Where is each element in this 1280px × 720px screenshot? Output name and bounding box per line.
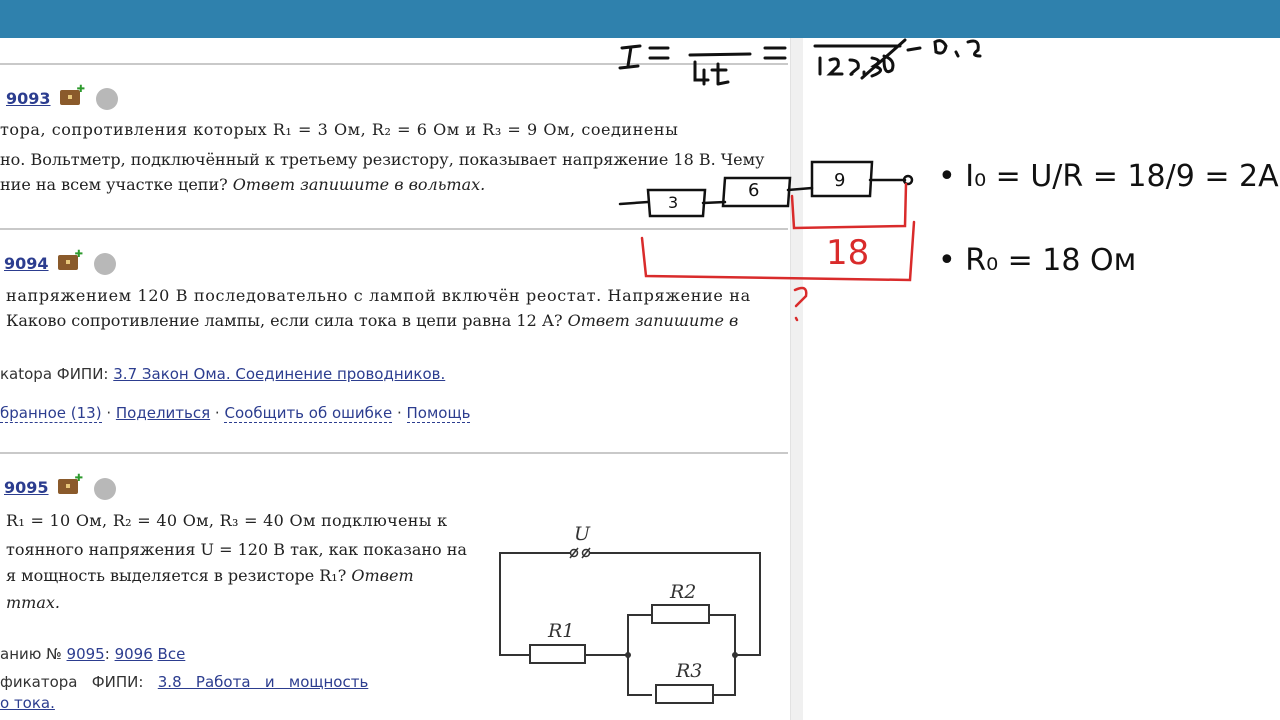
favorites-link[interactable]: бранное (13) [0, 404, 102, 422]
add-to-variant-icon[interactable]: ✚ [58, 255, 78, 270]
handwritten-current-formula: • I₀ = U/R = 18/9 = 2А [938, 159, 1279, 194]
problem-text-line: тоянного напряжения U = 120 В так, как показано на [6, 540, 467, 559]
handwritten-sum: 18 [826, 233, 870, 273]
problem-number-link[interactable]: 9094 [4, 254, 49, 273]
problem-number-link[interactable]: 9093 [6, 89, 51, 108]
problem-number-link[interactable]: 9095 [4, 478, 49, 497]
codifier-link[interactable]: о тока. [0, 694, 55, 712]
analog-prefix: анию № [0, 645, 62, 663]
codifier-link[interactable]: 3.7 Закон Ома. Соединение проводников. [113, 365, 446, 383]
analog-link[interactable]: 9095 [66, 645, 105, 663]
report-error-link[interactable]: Сообщить об ошибке [224, 404, 393, 422]
answer-hint: Ответ [351, 566, 414, 585]
separator-dot: · [214, 404, 220, 422]
problem-text-line: R₁ = 10 Ом, R₂ = 40 Ом, R₃ = 40 Ом подключены к [6, 511, 448, 530]
problem-text-line: тора, сопротивления которых R₁ = 3 Ом, R₂ = 6 Ом и R₃ = 9 Ом, соединены [0, 120, 679, 139]
handwritten-top-formula [620, 40, 980, 84]
handwritten-circuit [620, 162, 912, 216]
label-r1: R1 [548, 620, 575, 642]
share-link[interactable]: Поделиться [115, 404, 211, 422]
handwritten-resistance: • R₀ = 18 Ом [938, 243, 1137, 278]
codifier-link[interactable]: 3.8 Работа и мощность [157, 673, 369, 691]
handwritten-value: 9 [834, 170, 846, 191]
answer-hint: Ответ запишите в вольтах. [232, 175, 486, 194]
problem-text-line: но. Вольтметр, подключённый к третьему резистору, показывает напряжение 18 В. Чему [0, 150, 765, 169]
problem-text: ние на всем участке цепи? [0, 175, 233, 194]
codifier-prefix: фикатора ФИПИ: [0, 673, 144, 691]
add-to-variant-icon[interactable]: ✚ [60, 90, 80, 105]
label-u: U [574, 523, 591, 545]
help-link[interactable]: Помощь [406, 404, 471, 422]
separator-dot: · [106, 404, 112, 422]
problem-text: Каково сопротивление лампы, если сила тока в цепи равна 12 А? [6, 311, 568, 330]
analog-separator: : [104, 645, 110, 663]
answer-hint: ттах. [6, 593, 60, 612]
codifier-prefix: кatора ФИПИ: [0, 365, 109, 383]
analog-link[interactable]: 9096 [114, 645, 153, 663]
separator-dot: · [396, 404, 402, 422]
label-r2: R2 [670, 581, 697, 603]
add-to-variant-icon[interactable]: ✚ [58, 479, 78, 494]
handwritten-value: 3 [668, 193, 679, 212]
problem-text: я мощность выделяется в резисторе R₁? [6, 566, 352, 585]
answer-hint: Ответ запишите в [567, 311, 739, 330]
handwritten-value: 6 [748, 180, 760, 201]
analog-all-link[interactable]: Все [157, 645, 186, 663]
problem-text-line: напряжением 120 В последовательно с лампой включён реостат. Напряжение на [6, 286, 751, 305]
label-r3: R3 [676, 660, 703, 682]
handwritten-brackets [642, 184, 914, 320]
